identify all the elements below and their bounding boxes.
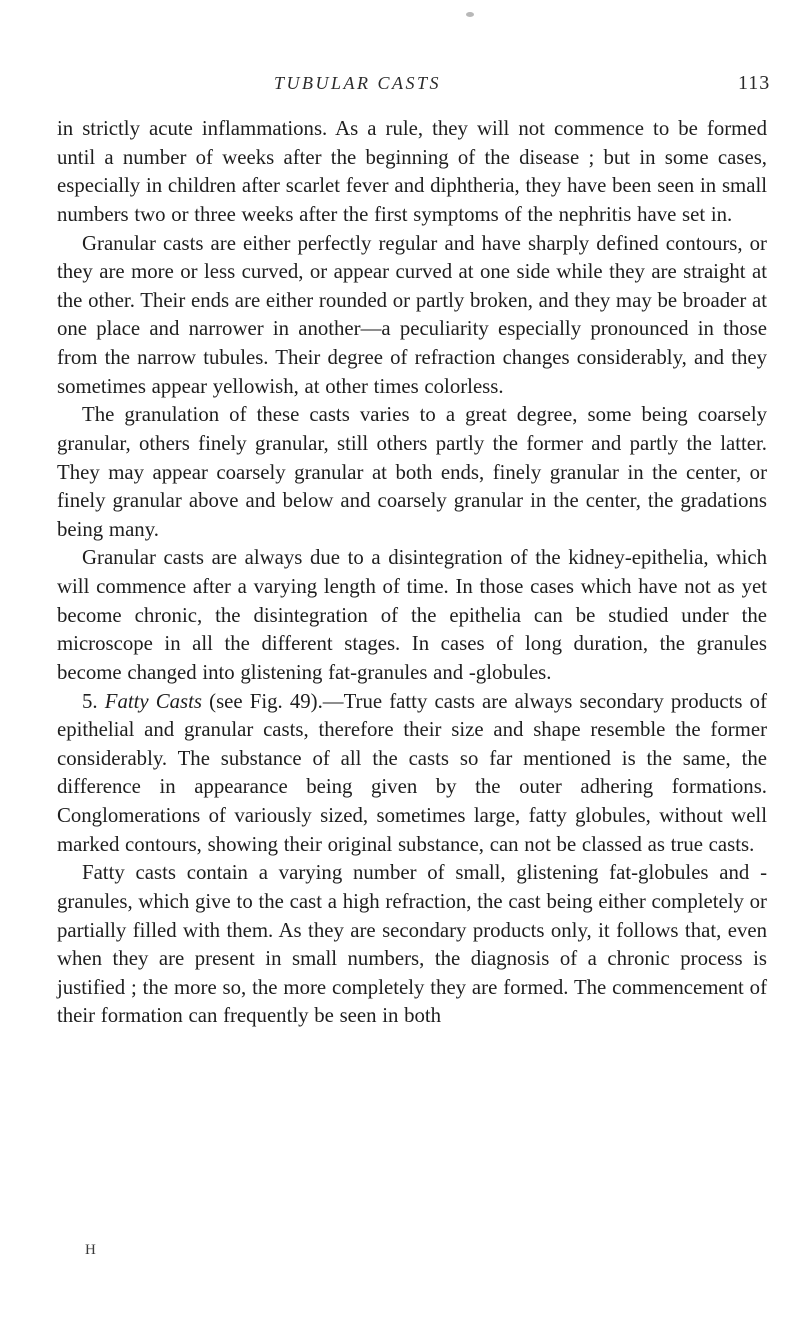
page-number: 113 [738, 72, 771, 94]
running-head-title: TUBULAR CASTS [274, 73, 442, 93]
paragraph: The granulation of these casts varies to a great degree, some being coarsely granular, others finely granular, still others partly the former and partly the latter. They may appear coarsely granular at both ends, finely granular in the center, or finely granular above and below and coarsely granular in the center, the gradations being many. [57, 403, 767, 541]
ink-speck [466, 12, 474, 17]
running-head [0, 73, 800, 97]
paragraph: Granular casts are either perfectly regular and have sharply defined contours, or they are more or less curved, or appear curved at one side while they are straight at the other. Their ends are either rounded or partly broken, and they may be broader at one place and narrower in another—a peculiarity especially pronounced in those from the narrow tubules. Their degree of refraction changes considerably, and they sometimes appear yellowish, at other times colorless. [57, 231, 767, 398]
section-paragraph-fatty-casts [57, 688, 767, 860]
paragraph: in strictly acute inflammations. As a rule, they will not commence to be formed until a number of weeks after the beginning of the disease ; but in some cases, especially in children after scarlet fever and diphtheria, they have been seen in small numbers two or three weeks after the first symptoms of the nephritis have set in. [57, 117, 767, 226]
section-heading: Fatty Casts [104, 689, 203, 713]
paragraph: Granular casts are always due to a disintegration of the kidney-epithelia, which will commence after a varying length of time. In those cases which have not as yet become chronic, the disintegration of the epithelia can be studied under the microscope in all the different stages. In cases of long duration, the granules become changed into glistening fat-granules and -globules. [57, 546, 767, 684]
section-text: (see Fig. 49).—True fatty casts are always secondary products of epithelial and granular casts, therefore their size and shape resemble the former considerably. The substance of all the casts so far mentioned is the same, the difference in appearance being given by the outer adhering formations. Conglomerations of variously sized, sometimes large, fatty globules, without well marked contours, showing their original substance, can not be classed as true casts. [57, 689, 767, 856]
body-text [57, 115, 767, 1031]
section-number: 5. [82, 689, 98, 713]
signature-mark: H [85, 1242, 96, 1258]
paragraph: Fatty casts contain a varying number of small, glistening fat-globules and -granules, which give to the cast a high refraction, the cast being either completely or partially filled with them. As they are secondary products only, it follows that, even when they are present in small numbers, the diagnosis of a chronic process is justified ; the more so, the more completely they are formed. The commencement of their formation can frequently be seen in both [57, 861, 767, 1028]
